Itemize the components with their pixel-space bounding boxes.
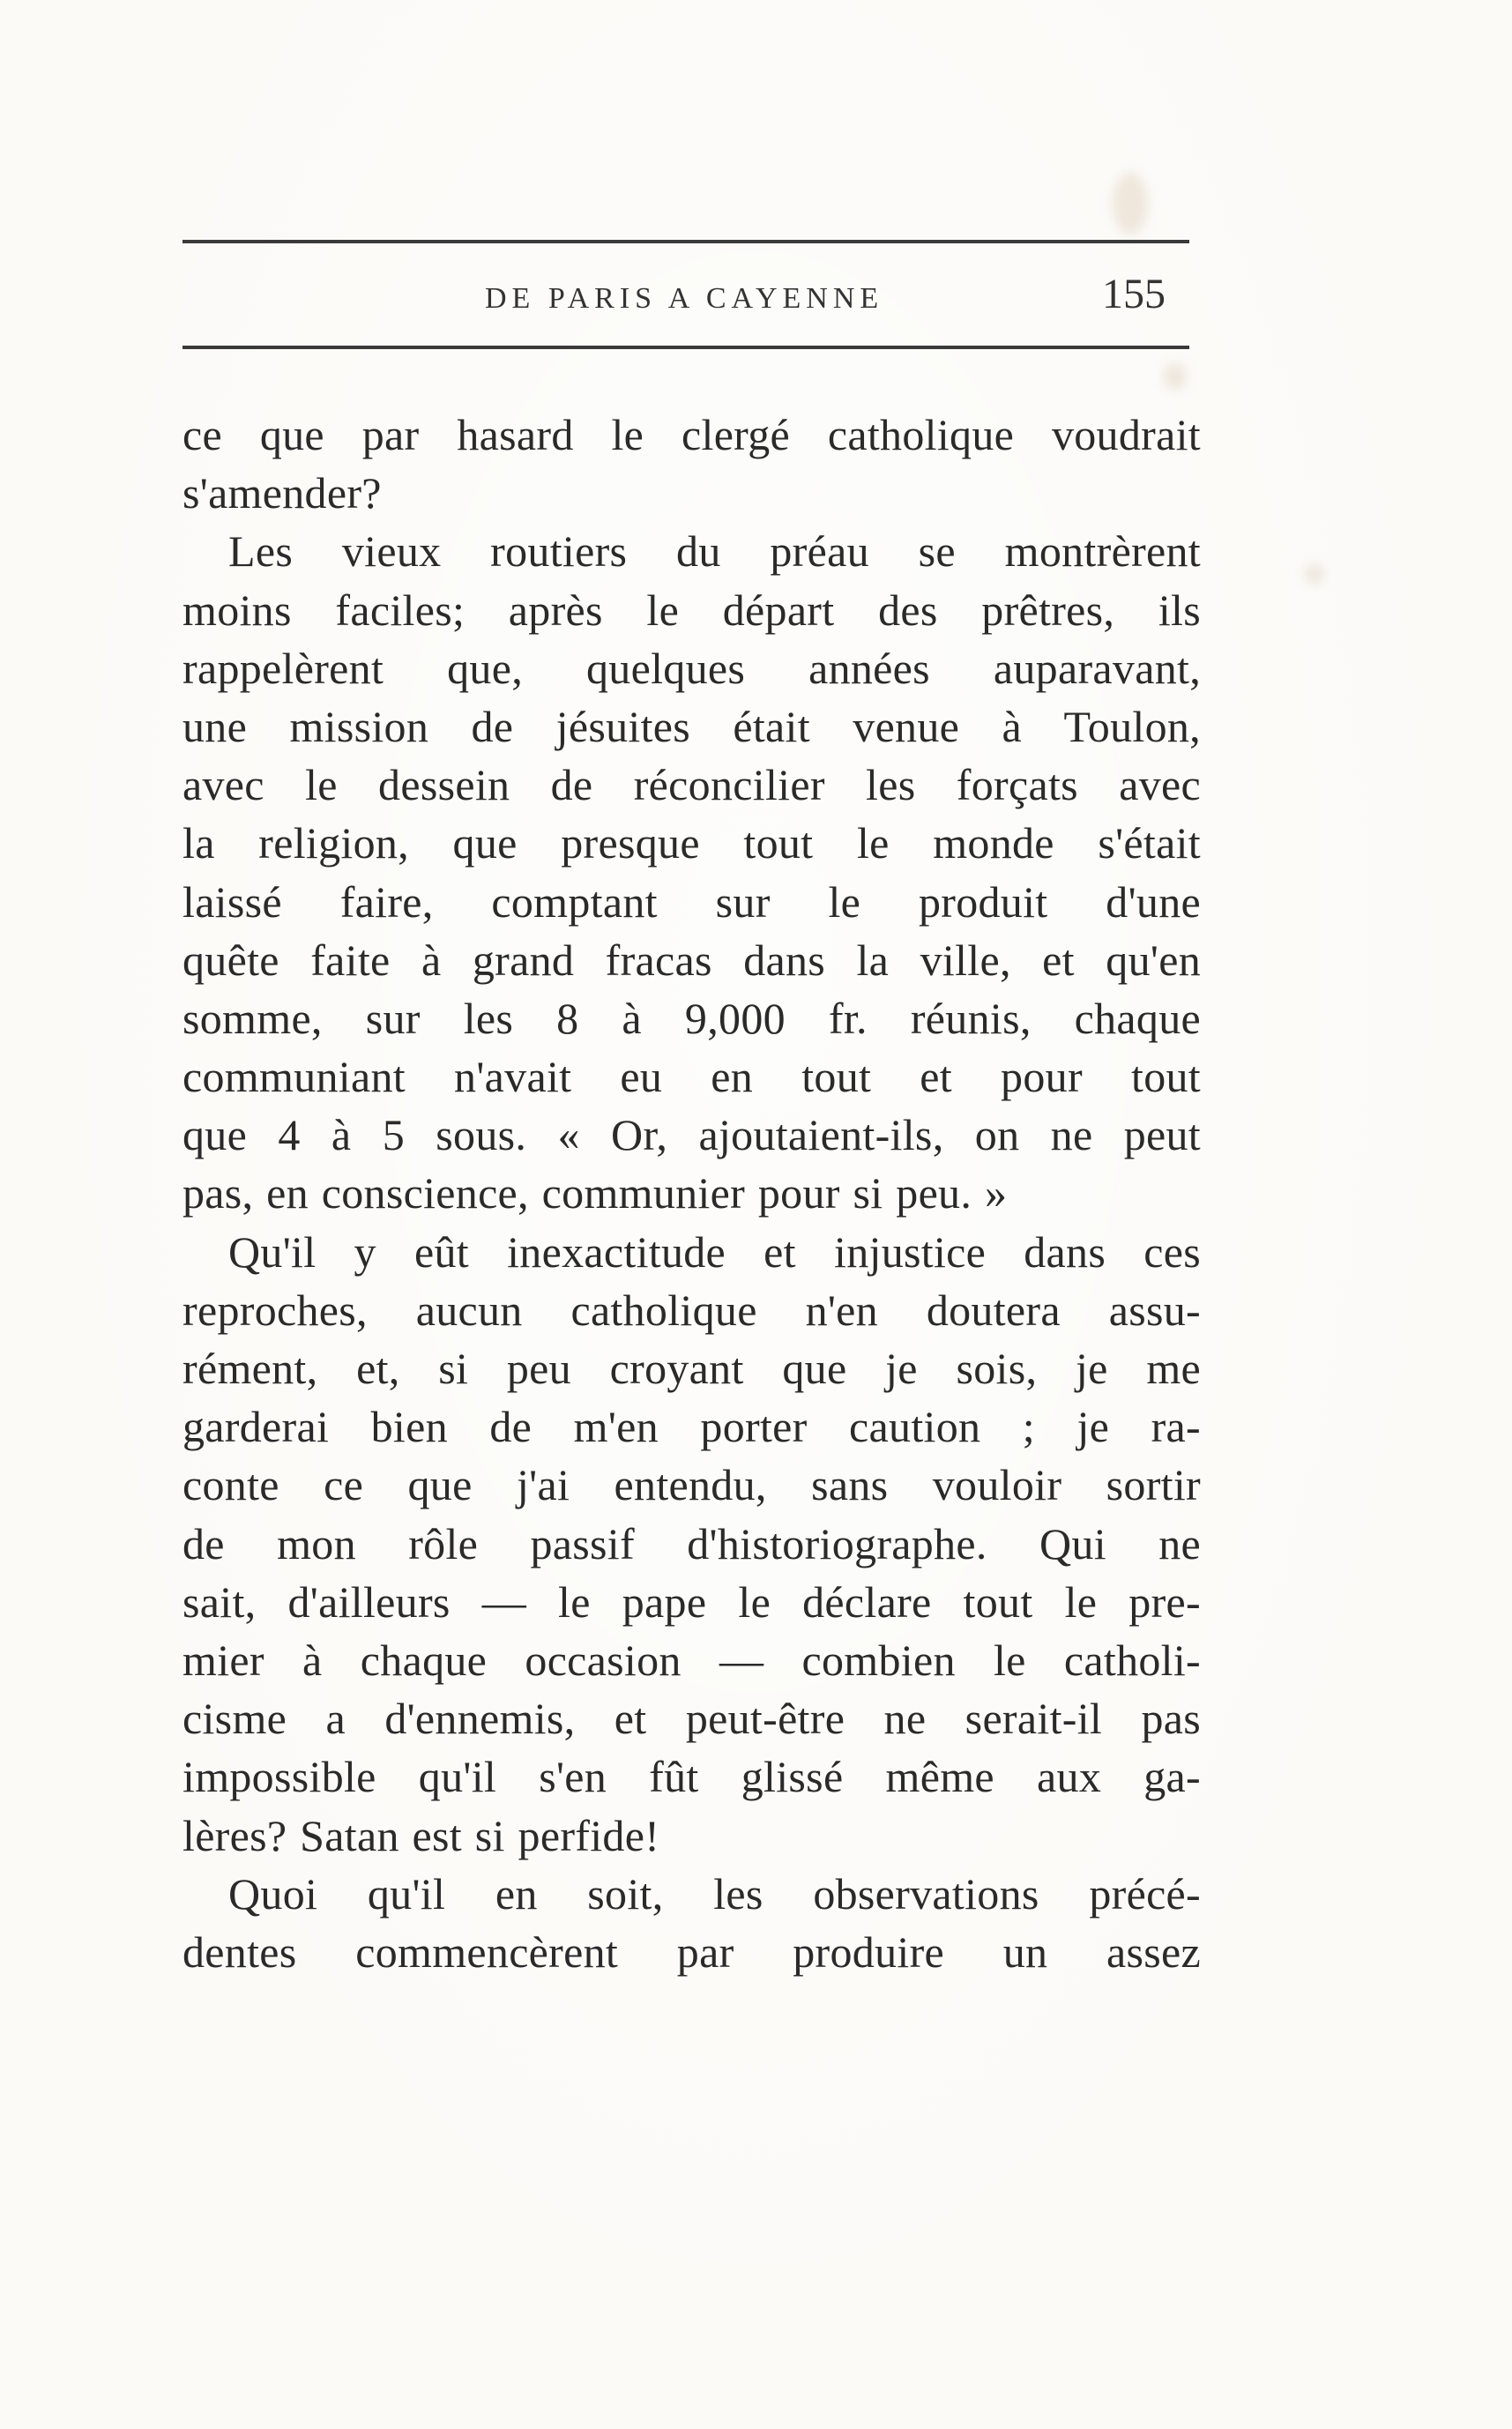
text-line: mier à chaque occasion — combien le catholi- [182, 1635, 1201, 1685]
text-line: sait, d'ailleurs — le pape le déclare tout le pre- [182, 1576, 1201, 1627]
text-line: que 4 à 5 sous. « Or, ajoutaient-ils, on ne peut [182, 1110, 1201, 1160]
text-line: garderai bien de m'en porter caution ; je ra- [182, 1402, 1201, 1452]
text-line: lères? Satan est si perfide! [182, 1810, 660, 1860]
text-line: impossible qu'il s'en fût glissé même aux ga- [182, 1752, 1201, 1802]
paragraph-start-line: Qu'il y eût inexactitude et injustice dans ces [228, 1226, 1201, 1277]
text-line: avec le dessein de réconcilier les forçats avec [182, 760, 1201, 810]
text-line: ce que par hasard le clergé catholique voudrait [182, 410, 1201, 459]
text-line: reproches, aucun catholique n'en doutera assu- [182, 1285, 1201, 1335]
header-bottom-rule [182, 346, 1189, 349]
running-title: DE PARIS A CAYENNE [485, 282, 884, 315]
text-line: moins faciles; après le départ des prêtres, ils [182, 585, 1201, 635]
paper-stain [1164, 363, 1187, 390]
text-line: la religion, que presque tout le monde s'était [182, 818, 1201, 868]
text-line: rément, et, si peu croyant que je sois, je me [182, 1344, 1201, 1393]
text-line: somme, sur les 8 à 9,000 fr. réunis, chaque [182, 993, 1201, 1043]
text-line: quête faite à grand fracas dans la ville, et qu'en [182, 935, 1201, 985]
paragraph-start-line: Quoi qu'il en soit, les observations précé- [228, 1868, 1201, 1919]
header-top-rule [182, 240, 1189, 243]
paragraph-start-line: Les vieux routiers du préau se montrèrent [228, 526, 1201, 577]
paper-stain [1305, 564, 1324, 584]
text-line: une mission de jésuites était venue à Toulon, [182, 701, 1201, 751]
body-text [182, 406, 1201, 1981]
text-line: rappelèrent que, quelques années auparavant, [182, 643, 1201, 693]
text-line: cisme a d'ennemis, et peut-être ne serait-il pas [182, 1694, 1201, 1744]
text-line: laissé faire, comptant sur le produit d'une [182, 876, 1201, 927]
text-line: communiant n'avait eu en tout et pour tout [182, 1052, 1201, 1102]
text-line: pas, en conscience, communier pour si peu. » [182, 1168, 1008, 1218]
text-line: conte ce que j'ai entendu, sans vouloir sortir [182, 1460, 1201, 1510]
text-line: s'amender? [182, 468, 382, 518]
paper-stain [1113, 173, 1148, 235]
text-line: dentes commencèrent par produire un assez [182, 1926, 1201, 1977]
text-line: de mon rôle passif d'historiographe. Qui ne [182, 1518, 1201, 1568]
running-header [182, 265, 1166, 335]
page-number: 155 [1102, 271, 1166, 317]
